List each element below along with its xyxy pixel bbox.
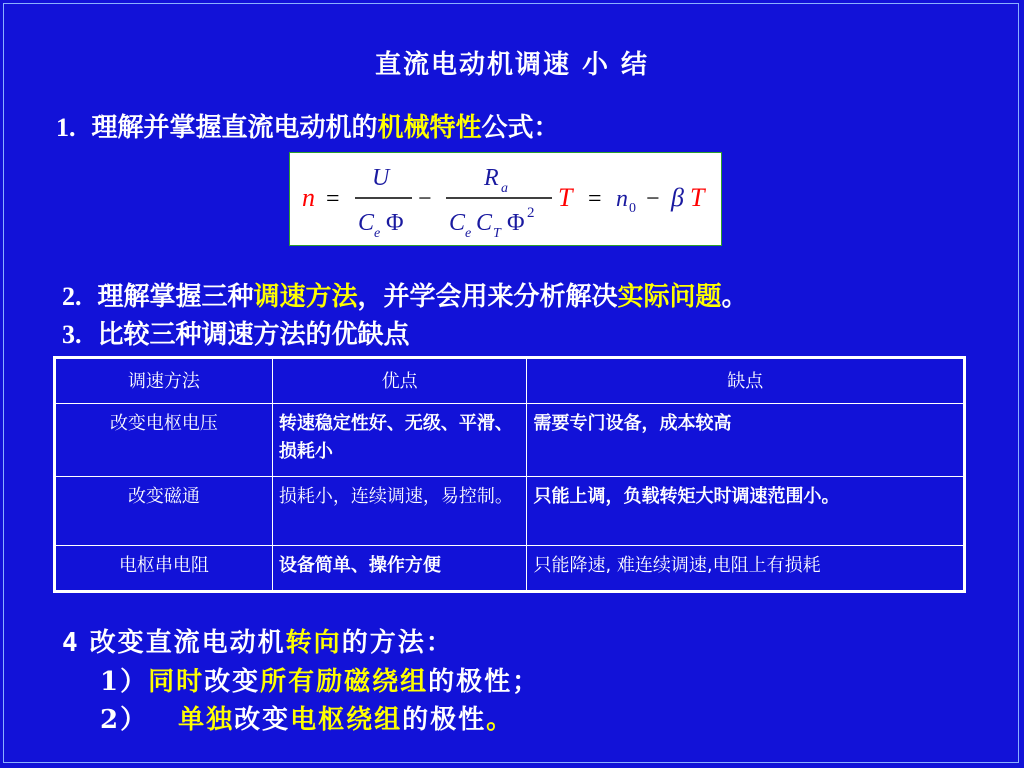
- slide-title: 直流电动机调速 小 结: [374, 50, 650, 80]
- table-row: [55, 546, 965, 592]
- item-1: [56, 107, 560, 144]
- formula-ct: C: [476, 210, 493, 236]
- formula-u: U: [372, 165, 390, 191]
- item-1-tail: 公式：: [481, 113, 560, 143]
- table-cell-disadvantage: 只能降速, 难连续调速,电阻上有损耗: [527, 546, 965, 592]
- formula-t-2: T: [690, 183, 705, 212]
- table-header-disadvantages: 缺点: [527, 358, 965, 404]
- table-header-row: [55, 358, 965, 404]
- table-header-advantages: 优点: [272, 358, 527, 404]
- formula-t-sub: T: [493, 226, 501, 241]
- formula-e-sub: e: [374, 226, 381, 241]
- sub-item-2-number: 2）: [100, 705, 149, 735]
- item-2-highlight-2: 实际问题: [617, 282, 722, 312]
- formula-box: [289, 152, 722, 246]
- formula-n: n: [302, 183, 315, 212]
- sub-item-2-middle: 改变: [234, 705, 291, 735]
- sub-item-1: [100, 661, 540, 698]
- formula-eq-2: =: [588, 186, 602, 212]
- formula-zero-sub: 0: [629, 201, 636, 216]
- table-cell-advantage: 设备简单、操作方便: [272, 546, 527, 592]
- item-4-highlight: 转向: [285, 628, 342, 658]
- item-2-middle: ，并学会用来分析解决: [357, 282, 618, 312]
- formula-t: T: [558, 183, 573, 212]
- item-2-text: 理解掌握三种: [97, 282, 254, 312]
- sub-item-1-highlight-1: 同时: [148, 667, 205, 697]
- formula-minus-2: −: [646, 186, 660, 212]
- table-cell-advantage: 转速稳定性好、无级、平滑、损耗小: [272, 404, 527, 477]
- item-3: [62, 314, 410, 351]
- formula-r: R: [484, 165, 499, 191]
- item-1-text: 理解并掌握直流电动机的: [91, 113, 378, 143]
- table-row: [55, 477, 965, 546]
- comparison-table: [53, 356, 966, 593]
- sub-item-2-tail: 的极性: [402, 705, 487, 735]
- formula-e-sub-2: e: [465, 226, 472, 241]
- sub-item-2-highlight-1: 单独: [178, 705, 235, 735]
- formula-a-sub: a: [501, 181, 508, 196]
- formula-phi-2: Φ: [507, 210, 525, 236]
- formula-phi: Φ: [386, 210, 404, 236]
- item-4: [62, 622, 454, 659]
- sub-item-1-highlight-2: 所有励磁绕组: [260, 667, 429, 697]
- sub-item-2: [100, 699, 514, 736]
- sub-item-2-end: 。: [486, 705, 515, 735]
- item-3-text: 比较三种调速方法的优缺点: [97, 320, 410, 350]
- formula-minus-1: −: [418, 186, 432, 212]
- table-cell-method: 电枢串电阻: [55, 546, 273, 592]
- formula-squared: 2: [527, 205, 535, 221]
- table-cell-advantage: 损耗小，连续调速，易控制。: [272, 477, 527, 546]
- sub-item-1-number: 1）: [100, 667, 149, 697]
- item-1-highlight: 机械特性: [377, 113, 482, 143]
- item-2-highlight-1: 调速方法: [253, 282, 358, 312]
- table-cell-disadvantage: 需要专门设备，成本较高: [527, 404, 965, 477]
- sub-item-1-middle: 改变: [204, 667, 261, 697]
- item-2: [62, 276, 748, 313]
- table-cell-method: 改变磁通: [55, 477, 273, 546]
- formula-beta: β: [671, 183, 684, 212]
- formula-ce: C: [358, 210, 375, 236]
- sub-item-2-highlight-2: 电枢绕组: [290, 705, 403, 735]
- item-4-text: 改变直流电动机: [89, 628, 286, 658]
- table-row: [55, 404, 965, 477]
- formula-eq-1: =: [326, 186, 340, 212]
- sub-item-1-tail: 的极性；: [428, 667, 541, 697]
- formula-ce-2: C: [449, 210, 466, 236]
- table-cell-disadvantage: 只能上调，负载转矩大时调速范围小。: [527, 477, 965, 546]
- item-2-number: 2.: [62, 282, 82, 311]
- table-cell-method: 改变电枢电压: [55, 404, 273, 477]
- item-1-number: 1.: [56, 113, 76, 142]
- item-4-number: 4: [62, 628, 80, 658]
- table-header-method: 调速方法: [55, 358, 273, 404]
- item-4-tail: 的方法：: [341, 628, 454, 658]
- formula-n0: n: [616, 186, 628, 212]
- mechanical-characteristic-formula: [290, 153, 723, 247]
- item-3-number: 3.: [62, 320, 82, 349]
- item-2-tail: 。: [721, 282, 748, 312]
